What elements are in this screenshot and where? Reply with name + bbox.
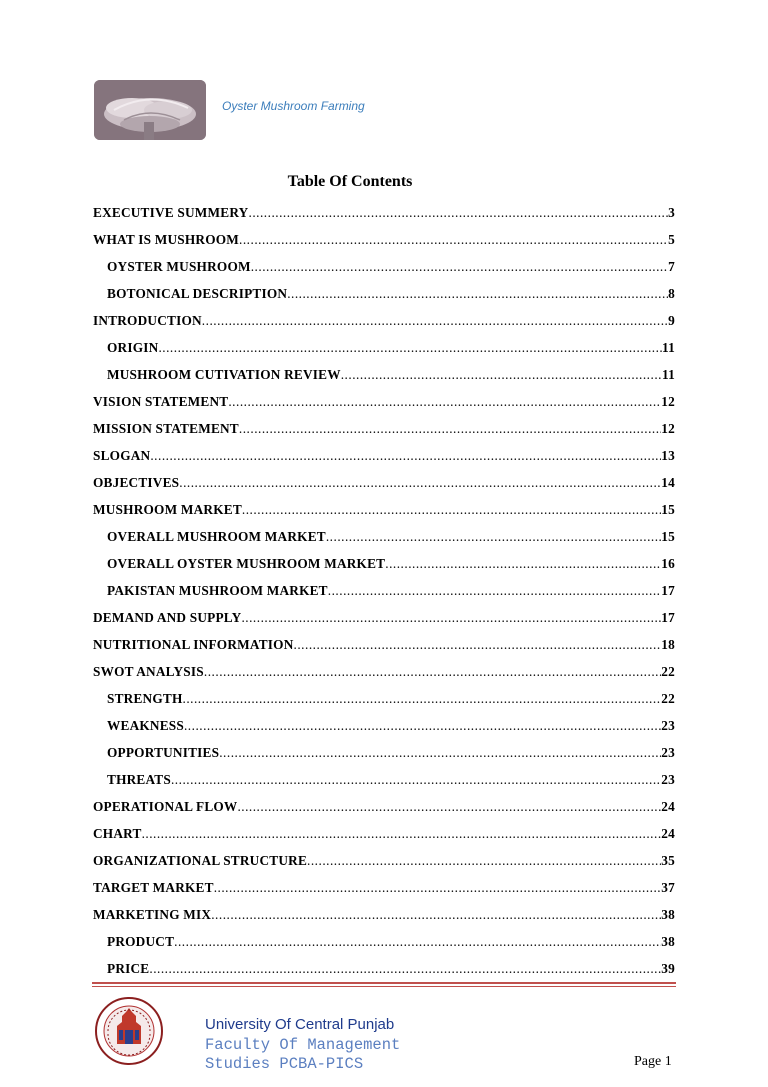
toc-leader-dots	[341, 367, 662, 384]
toc-entry-label: OVERALL MUSHROOM MARKET	[107, 529, 326, 544]
toc-heading: Table Of Contents	[287, 173, 413, 190]
university-seal-icon	[94, 994, 164, 1068]
toc-entry-label: TARGET MARKET	[93, 880, 214, 895]
toc-leader-dots	[228, 394, 661, 411]
toc-entry-label: SWOT ANALYSIS	[93, 664, 204, 679]
toc-entry[interactable]	[93, 951, 675, 978]
toc-entry-page: 22	[661, 664, 675, 679]
toc-leader-dots	[149, 961, 661, 978]
toc-leader-dots	[150, 448, 661, 465]
toc-entry-label: MARKETING MIX	[93, 907, 212, 922]
footer-university-name: University Of Central Punjab	[205, 1016, 395, 1033]
toc-entry[interactable]	[93, 654, 675, 681]
toc-entry[interactable]	[93, 249, 675, 276]
toc-leader-dots	[202, 313, 668, 330]
toc-entry[interactable]	[93, 222, 675, 249]
toc-leader-dots	[214, 880, 662, 897]
toc-entry-label: VISION STATEMENT	[93, 394, 229, 409]
toc-leader-dots	[204, 664, 661, 681]
toc-entry-label: WEAKNESS	[107, 718, 184, 733]
toc-entry[interactable]	[93, 195, 675, 222]
toc-leader-dots	[237, 799, 661, 816]
toc-leader-dots	[174, 934, 661, 951]
toc-entry-page: 24	[661, 799, 675, 814]
toc-entry-label: OBJECTIVES	[93, 475, 180, 490]
toc-entry-page: 17	[661, 583, 675, 598]
toc-entry-label: PRICE	[107, 961, 150, 976]
toc-leader-dots	[287, 286, 668, 303]
toc-entry-label: OYSTER MUSHROOM	[107, 259, 251, 274]
toc-entry-page: 11	[662, 367, 675, 382]
toc-entry-label: NUTRITIONAL INFORMATION	[93, 637, 294, 652]
mushroom-header-image	[94, 80, 206, 140]
toc-entry-page: 15	[661, 502, 675, 517]
toc-entry-page: 23	[661, 718, 675, 733]
toc-entry[interactable]	[93, 924, 675, 951]
toc-entry-page: 8	[668, 286, 675, 301]
toc-entry-page: 3	[668, 205, 675, 220]
toc-entry[interactable]	[93, 546, 675, 573]
toc-entry-page: 38	[661, 934, 675, 949]
toc-entry-page: 39	[661, 961, 675, 976]
toc-entry-page: 38	[661, 907, 675, 922]
toc-entry[interactable]	[93, 519, 675, 546]
toc-leader-dots	[328, 583, 662, 600]
toc-entry[interactable]	[93, 735, 675, 762]
toc-entry-label: MUSHROOM MARKET	[93, 502, 242, 517]
toc-entry-page: 5	[668, 232, 675, 247]
toc-entry-page: 7	[668, 259, 675, 274]
toc-entry-page: 12	[661, 421, 675, 436]
toc-entry-label: SLOGAN	[93, 448, 151, 463]
toc-entry-label: INTRODUCTION	[93, 313, 202, 328]
toc-entry[interactable]	[93, 600, 675, 627]
toc-entry-page: 16	[661, 556, 675, 571]
toc-entry[interactable]	[93, 411, 675, 438]
footer-rule	[92, 982, 676, 984]
toc-entry-page: 22	[661, 691, 675, 706]
toc-entry[interactable]	[93, 681, 675, 708]
toc-entry-label: OVERALL OYSTER MUSHROOM MARKET	[107, 556, 386, 571]
toc-entry-page: 24	[661, 826, 675, 841]
toc-entry-label: STRENGTH	[107, 691, 183, 706]
toc-leader-dots	[385, 556, 661, 573]
toc-leader-dots	[251, 259, 668, 276]
toc-leader-dots	[239, 232, 668, 249]
toc-entry-label: EXECUTIVE SUMMERY	[93, 205, 249, 220]
toc-entry[interactable]	[93, 384, 675, 411]
toc-leader-dots	[242, 502, 661, 519]
toc-entry[interactable]	[93, 357, 675, 384]
toc-entry[interactable]	[93, 573, 675, 600]
toc-leader-dots	[307, 853, 661, 870]
footer-rule-thin	[92, 986, 676, 987]
toc-entry-page: 13	[661, 448, 675, 463]
toc-leader-dots	[158, 340, 662, 357]
toc-leader-dots	[179, 475, 661, 492]
toc-entry-label: ORGANIZATIONAL STRUCTURE	[93, 853, 308, 868]
toc-leader-dots	[183, 691, 662, 708]
toc-leader-dots	[184, 718, 661, 735]
toc-entry[interactable]	[93, 708, 675, 735]
toc-entry[interactable]	[93, 816, 675, 843]
toc-entry-page: 14	[661, 475, 675, 490]
toc-leader-dots	[211, 907, 661, 924]
toc-entry-page: 9	[668, 313, 675, 328]
toc-entry-label: ORIGIN	[107, 340, 159, 355]
toc-entry-label: PAKISTAN MUSHROOM MARKET	[107, 583, 328, 598]
toc-entry-page: 15	[661, 529, 675, 544]
toc-leader-dots	[171, 772, 661, 789]
toc-leader-dots	[294, 637, 662, 654]
toc-entry-page: 17	[661, 610, 675, 625]
toc-entry-page: 18	[661, 637, 675, 652]
table-of-contents	[93, 195, 675, 978]
toc-entry-label: OPPORTUNITIES	[107, 745, 220, 760]
toc-entry-label: CHART	[93, 826, 142, 841]
toc-entry[interactable]	[93, 330, 675, 357]
toc-entry[interactable]	[93, 276, 675, 303]
toc-leader-dots	[241, 610, 661, 627]
footer-page-number: Page 1	[634, 1054, 672, 1069]
toc-entry-page: 12	[661, 394, 675, 409]
toc-leader-dots	[326, 529, 661, 546]
toc-leader-dots	[249, 205, 669, 222]
toc-entry-label: BOTONICAL DESCRIPTION	[107, 286, 288, 301]
toc-leader-dots	[219, 745, 661, 762]
toc-entry[interactable]	[93, 492, 675, 519]
toc-entry[interactable]	[93, 789, 675, 816]
toc-entry-page: 23	[661, 745, 675, 760]
toc-entry[interactable]	[93, 438, 675, 465]
toc-entry-page: 35	[661, 853, 675, 868]
toc-entry[interactable]	[93, 465, 675, 492]
toc-leader-dots	[142, 826, 662, 843]
toc-entry-label: OPERATIONAL FLOW	[93, 799, 238, 814]
toc-entry-label: WHAT IS MUSHROOM	[93, 232, 240, 247]
toc-entry-label: MISSION STATEMENT	[93, 421, 239, 436]
document-header-title: Oyster Mushroom Farming	[222, 99, 365, 113]
toc-entry[interactable]	[93, 870, 675, 897]
toc-entry[interactable]	[93, 762, 675, 789]
toc-entry[interactable]	[93, 303, 675, 330]
toc-entry[interactable]	[93, 843, 675, 870]
toc-entry-label: PRODUCT	[107, 934, 175, 949]
toc-entry-label: DEMAND AND SUPPLY	[93, 610, 242, 625]
footer-faculty-name: Faculty Of Management Studies PCBA-PICS	[205, 1036, 401, 1073]
toc-entry-label: MUSHROOM CUTIVATION REVIEW	[107, 367, 341, 382]
toc-leader-dots	[239, 421, 661, 438]
toc-entry-page: 11	[662, 340, 675, 355]
toc-entry[interactable]	[93, 897, 675, 924]
toc-entry-page: 37	[661, 880, 675, 895]
toc-entry-label: THREATS	[107, 772, 171, 787]
toc-entry[interactable]	[93, 627, 675, 654]
toc-entry-page: 23	[661, 772, 675, 787]
